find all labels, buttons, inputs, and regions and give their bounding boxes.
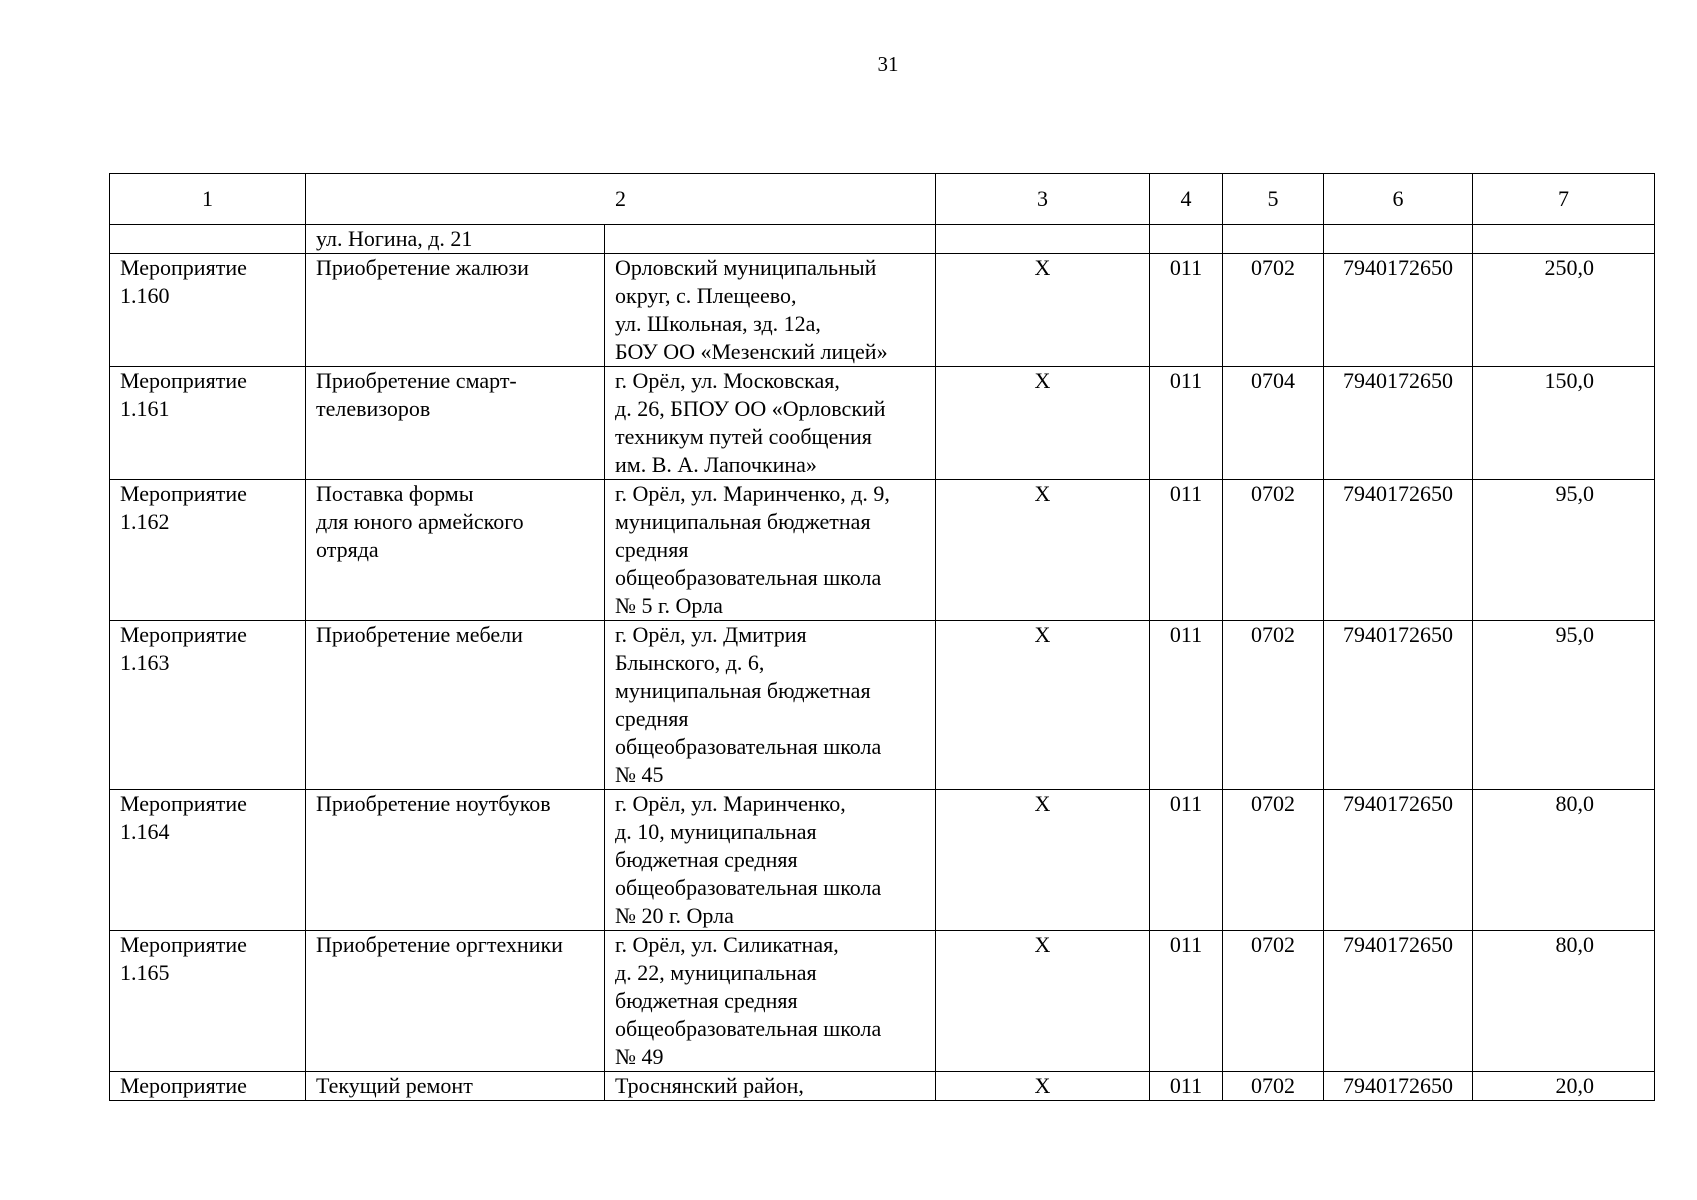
cell-id-line: Мероприятие [120, 255, 247, 280]
cell-address-line: № 49 [615, 1044, 664, 1069]
cell-name [306, 480, 605, 621]
budget-table [109, 173, 1655, 1101]
cell-amount [1473, 790, 1655, 931]
cell-col-3 [936, 367, 1150, 480]
cell-address-line: муниципальная бюджетная [615, 509, 871, 534]
table-row [110, 621, 1655, 790]
table-row [110, 480, 1655, 621]
table-header [110, 174, 1655, 225]
cell-name-line: Приобретение смарт- [316, 368, 517, 393]
cell-id-line: Мероприятие [120, 368, 247, 393]
continuation-col-1 [110, 225, 306, 254]
cell-address-line: муниципальная бюджетная [615, 678, 871, 703]
header-col-5: 5 [1223, 174, 1324, 225]
cell-col-3-line: Х [1034, 932, 1051, 957]
cell-id-line: 1.161 [120, 396, 170, 421]
header-col-1: 1 [110, 174, 306, 225]
cell-name-line: отряда [316, 537, 379, 562]
table-row [110, 1072, 1655, 1101]
table-row [110, 367, 1655, 480]
cell-id-line: Мероприятие [120, 932, 247, 957]
cell-col-6 [1324, 790, 1473, 931]
table-row [110, 254, 1655, 367]
cell-amount-line: 150,0 [1544, 368, 1594, 393]
cell-name [306, 1072, 605, 1101]
continuation-col-3 [936, 225, 1150, 254]
cell-name-line: Приобретение ноутбуков [316, 791, 551, 816]
cell-col-3-line: Х [1034, 368, 1051, 393]
cell-col-6-line: 7940172650 [1343, 255, 1453, 280]
cell-amount-line: 250,0 [1544, 255, 1594, 280]
cell-name [306, 254, 605, 367]
cell-col-3 [936, 1072, 1150, 1101]
continuation-col-4 [1150, 225, 1223, 254]
cell-col-3-line: Х [1034, 622, 1051, 647]
continuation-row [110, 225, 1655, 254]
cell-amount [1473, 931, 1655, 1072]
cell-address-line: д. 10, муниципальная [615, 819, 817, 844]
cell-col-6-line: 7940172650 [1343, 791, 1453, 816]
cell-address-line: Орловский муниципальный [615, 255, 877, 280]
cell-col-3-line: Х [1034, 791, 1051, 816]
cell-col-3-line: Х [1034, 481, 1051, 506]
cell-amount [1473, 480, 1655, 621]
continuation-col-2b [605, 225, 936, 254]
cell-col-4 [1150, 480, 1223, 621]
cell-amount-line: 20,0 [1555, 1073, 1594, 1098]
table-body [110, 225, 1655, 1101]
cell-address-line: Блынского, д. 6, [615, 650, 765, 675]
cell-address-line: общеобразовательная школа [615, 565, 882, 590]
cell-address-line: средняя [615, 537, 689, 562]
cell-address [605, 621, 936, 790]
cell-col-4 [1150, 931, 1223, 1072]
cell-id [110, 621, 306, 790]
cell-address [605, 480, 936, 621]
cell-address-line: общеобразовательная школа [615, 734, 882, 759]
table-row [110, 931, 1655, 1072]
cell-col-4 [1150, 1072, 1223, 1101]
cell-col-6 [1324, 367, 1473, 480]
cell-col-6 [1324, 480, 1473, 621]
cell-col-3 [936, 790, 1150, 931]
cell-amount [1473, 254, 1655, 367]
cell-col-4-line: 011 [1169, 622, 1203, 647]
cell-id-line: Мероприятие [120, 791, 247, 816]
cell-address-line: г. Орёл, ул. Дмитрия [615, 622, 807, 647]
cell-id-line: 1.162 [120, 509, 170, 534]
cell-id-line: 1.160 [120, 283, 170, 308]
cell-id-line: 1.163 [120, 650, 170, 675]
cell-id-line: Мероприятие [120, 1073, 247, 1098]
cell-name [306, 790, 605, 931]
cell-col-5-line: 0702 [1251, 622, 1295, 647]
cell-address-line: ул. Школьная, зд. 12а, [615, 311, 821, 336]
cell-col-3-line: Х [1034, 1073, 1051, 1098]
cell-name [306, 621, 605, 790]
cell-col-5-line: 0702 [1251, 791, 1295, 816]
cell-address [605, 367, 936, 480]
header-col-2: 2 [306, 174, 936, 225]
cell-address-line: г. Орёл, ул. Силикатная, [615, 932, 839, 957]
cell-address-line: бюджетная средняя [615, 988, 798, 1013]
cell-col-3-line: Х [1034, 255, 1051, 280]
cell-col-5 [1223, 254, 1324, 367]
cell-amount [1473, 621, 1655, 790]
cell-address-line: д. 26, БПОУ ОО «Орловский [615, 396, 886, 421]
cell-col-5-line: 0702 [1251, 255, 1295, 280]
cell-id [110, 790, 306, 931]
cell-amount [1473, 1072, 1655, 1101]
cell-id [110, 254, 306, 367]
cell-address-line: г. Орёл, ул. Маринченко, [615, 791, 846, 816]
cell-address-line: округ, с. Плещеево, [615, 283, 797, 308]
cell-col-6-line: 7940172650 [1343, 932, 1453, 957]
cell-col-5 [1223, 621, 1324, 790]
cell-col-5 [1223, 1072, 1324, 1101]
cell-name-line: Приобретение мебели [316, 622, 523, 647]
cell-col-4 [1150, 254, 1223, 367]
cell-address [605, 931, 936, 1072]
cell-amount-line: 80,0 [1555, 791, 1594, 816]
cell-id-line: Мероприятие [120, 481, 247, 506]
cell-name-line: Приобретение жалюзи [316, 255, 529, 280]
cell-address-line: средняя [615, 706, 689, 731]
cell-col-5-line: 0702 [1251, 932, 1295, 957]
cell-id [110, 367, 306, 480]
cell-address-line: Троснянский район, [615, 1073, 804, 1098]
cell-col-6-line: 7940172650 [1343, 622, 1453, 647]
cell-id-line: 1.165 [120, 960, 170, 985]
cell-id [110, 480, 306, 621]
cell-address-line: техникум путей сообщения [615, 424, 872, 449]
cell-id [110, 1072, 306, 1101]
cell-col-4 [1150, 790, 1223, 931]
cell-col-5 [1223, 480, 1324, 621]
cell-address-line: г. Орёл, ул. Московская, [615, 368, 840, 393]
cell-id-line: 1.164 [120, 819, 170, 844]
cell-col-5-line: 0702 [1251, 1073, 1295, 1098]
cell-address-line: № 45 [615, 762, 664, 787]
cell-amount-line: 95,0 [1555, 481, 1594, 506]
cell-name [306, 931, 605, 1072]
cell-address-line: № 20 г. Орла [615, 903, 734, 928]
cell-amount-line: 80,0 [1555, 932, 1594, 957]
cell-col-4 [1150, 367, 1223, 480]
cell-col-4-line: 011 [1169, 791, 1203, 816]
cell-address-line: им. В. А. Лапочкина» [615, 452, 817, 477]
header-col-3: 3 [936, 174, 1150, 225]
cell-col-5 [1223, 931, 1324, 1072]
cell-name-line: телевизоров [316, 396, 431, 421]
cell-address [605, 254, 936, 367]
cell-id [110, 931, 306, 1072]
header-col-4: 4 [1150, 174, 1223, 225]
cell-col-4-line: 011 [1169, 368, 1203, 393]
cell-col-6-line: 7940172650 [1343, 1073, 1453, 1098]
cell-address-line: г. Орёл, ул. Маринченко, д. 9, [615, 481, 890, 506]
header-row [110, 174, 1655, 225]
cell-address-line: д. 22, муниципальная [615, 960, 817, 985]
cell-col-5-line: 0704 [1251, 368, 1295, 393]
cell-col-6 [1324, 621, 1473, 790]
page-number: 31 [877, 52, 899, 76]
continuation-col-5 [1223, 225, 1324, 254]
cell-col-6 [1324, 1072, 1473, 1101]
cell-col-3 [936, 480, 1150, 621]
cell-col-4-line: 011 [1169, 932, 1203, 957]
cell-amount [1473, 367, 1655, 480]
cell-col-3 [936, 621, 1150, 790]
cell-address-line: бюджетная средняя [615, 847, 798, 872]
cell-col-5-line: 0702 [1251, 481, 1295, 506]
cell-name-line: Текущий ремонт [316, 1073, 473, 1098]
cell-col-5 [1223, 367, 1324, 480]
cell-id-line: Мероприятие [120, 622, 247, 647]
cell-col-5 [1223, 790, 1324, 931]
cell-col-4-line: 011 [1169, 255, 1203, 280]
cell-col-4-line: 011 [1169, 1073, 1203, 1098]
cell-name-line: для юного армейского [316, 509, 524, 534]
cell-col-6 [1324, 931, 1473, 1072]
cell-name-line: Поставка формы [316, 481, 474, 506]
cell-col-3 [936, 931, 1150, 1072]
continuation-col-6 [1324, 225, 1473, 254]
continuation-col-7 [1473, 225, 1655, 254]
cell-name-line: Приобретение оргтехники [316, 932, 563, 957]
cell-address [605, 1072, 936, 1101]
cell-col-6-line: 7940172650 [1343, 481, 1453, 506]
cell-address-line: № 5 г. Орла [615, 593, 723, 618]
cell-amount-line: 95,0 [1555, 622, 1594, 647]
cell-col-6 [1324, 254, 1473, 367]
cell-col-3 [936, 254, 1150, 367]
table-row [110, 790, 1655, 931]
header-col-7: 7 [1473, 174, 1655, 225]
cell-col-6-line: 7940172650 [1343, 368, 1453, 393]
cell-col-4 [1150, 621, 1223, 790]
cell-col-4-line: 011 [1169, 481, 1203, 506]
header-col-6: 6 [1324, 174, 1473, 225]
continuation-col-2a: ул. Ногина, д. 21 [306, 225, 605, 254]
cell-address-line: общеобразовательная школа [615, 1016, 882, 1041]
cell-address-line: БОУ ОО «Мезенский лицей» [615, 339, 888, 364]
cell-address-line: общеобразовательная школа [615, 875, 882, 900]
cell-address [605, 790, 936, 931]
cell-name [306, 367, 605, 480]
